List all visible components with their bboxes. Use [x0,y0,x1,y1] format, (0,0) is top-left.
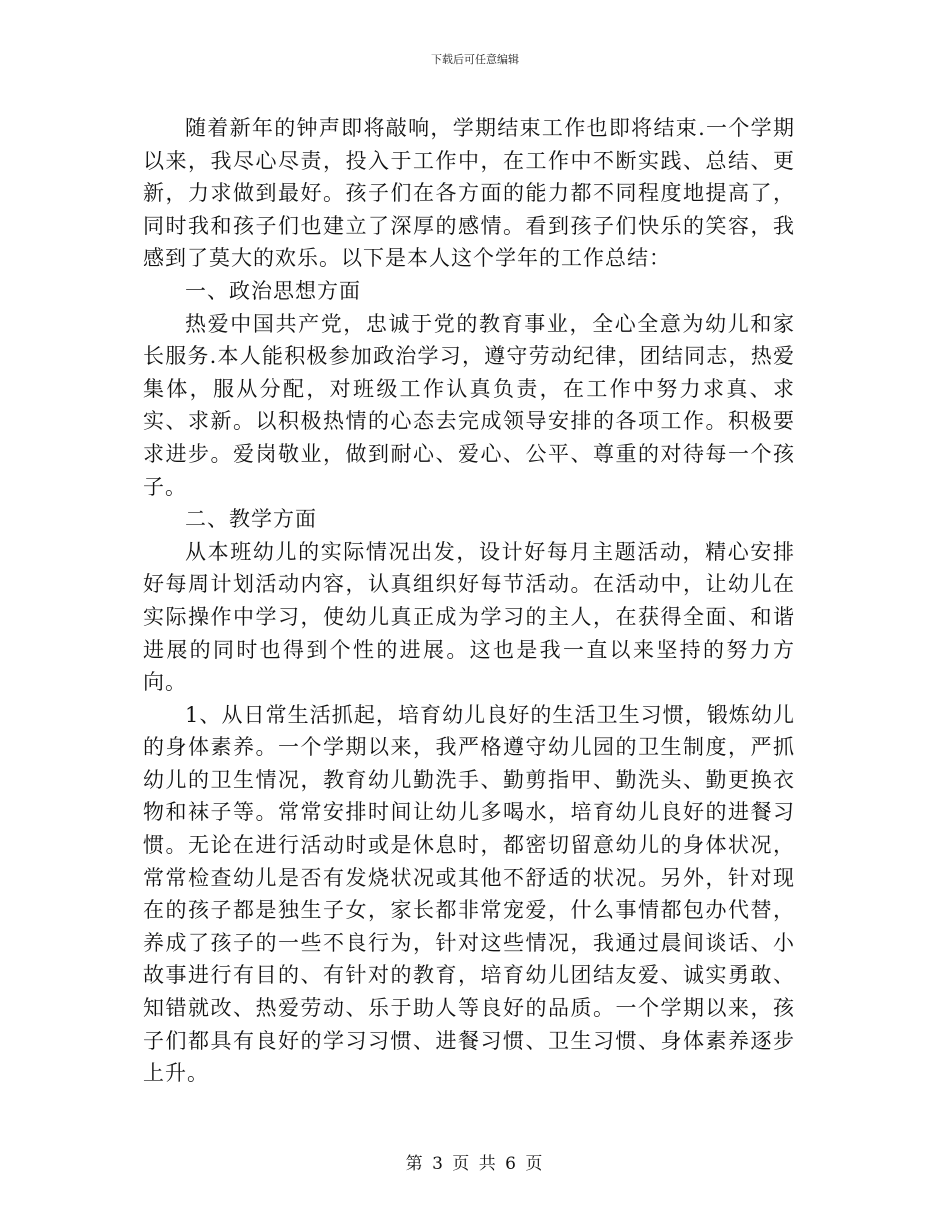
section-heading-politics: 一、政治思想方面 [185,278,361,303]
section-heading-teaching: 二、教学方面 [185,507,317,532]
document-body [143,112,795,1090]
page-header: 下载后可任意编辑 [431,53,519,66]
intro-paragraph: 随着新年的钟声即将敲响，学期结束工作也即将结束.一个学期以来，我尽心尽责，投入于工作中，在工作中不断实践、总结、更新，力求做到最好。孩子们在各方面的能力都不同程度地提高了，同时我和孩子们也建立了深厚的感情。看到孩子们快乐的笑容，我感到了莫大的欢乐。以下是本人这个学年的工作总结： [143,116,795,271]
teaching-paragraph: 从本班幼儿的实际情况出发，设计好每月主题活动，精心安排好每周计划活动内容，认真组织好每节活动。在活动中，让幼儿在实际操作中学习，使幼儿真正成为学习的主人，在获得全面、和谐进展的同时也得到个性的进展。这也是我一直以来坚持的努力方向。 [143,539,795,695]
page-number: 第 3 页 共 6 页 [405,1154,545,1174]
politics-paragraph: 热爱中国共产党，忠诚于党的教育事业，全心全意为幼儿和家长服务.本人能积极参加政治学习，遵守劳动纪律，团结同志，热爱集体，服从分配，对班级工作认真负责，在工作中努力求真、求实、求新。以积极热情的心态去完成领导安排的各项工作。积极要求进步。爱岗敬业，做到耐心、爱心、公平、尊重的对待每一个孩子。 [143,311,795,499]
daily-life-paragraph: 1、从日常生活抓起，培育幼儿良好的生活卫生习惯，锻炼幼儿的身体素养。一个学期以来，我严格遵守幼儿园的卫生制度，严抓幼儿的卫生情况，教育幼儿勤洗手、勤剪指甲、勤洗头、勤更换衣物和袜子等。常常安排时间让幼儿多喝水，培育幼儿良好的进餐习惯。无论在进行活动时或是休息时，都密切留意幼儿的身体状况，常常检查幼儿是否有发烧状况或其他不舒适的状况。另外，针对现在的孩子都是独生子女，家长都非常宠爱，什么事情都包办代替，养成了孩子的一些不良行为，针对这些情况，我通过晨间谈话、小故事进行有目的、有针对的教育，培育幼儿团结友爱、诚实勇敢、知错就改、热爱劳动、乐于助人等良好的品质。一个学期以来，孩子们都具有良好的学习习惯、进餐习惯、卫生习惯、身体素养逐步上升。 [143,702,795,1086]
